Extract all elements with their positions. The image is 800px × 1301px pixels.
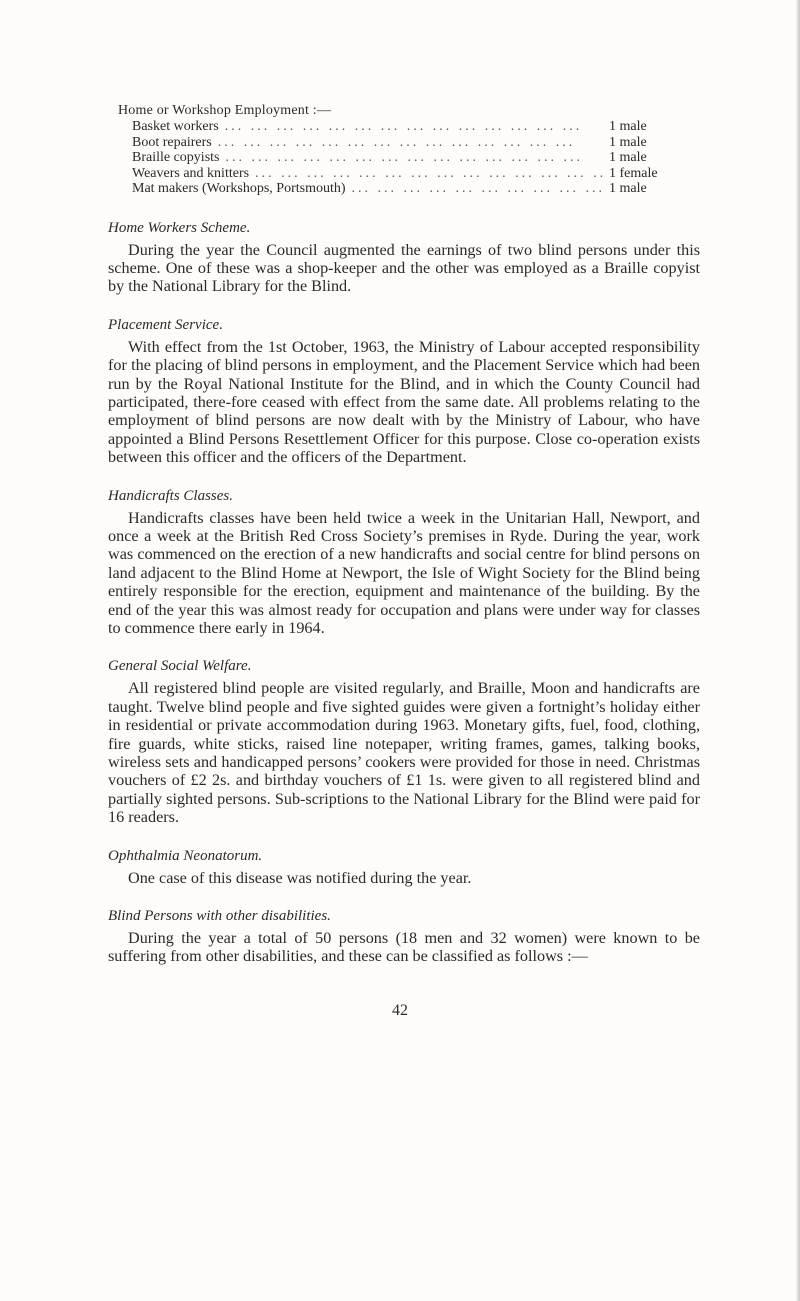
employment-label: Basket workers [132, 119, 219, 134]
section-heading: Handicrafts Classes. [108, 487, 234, 504]
section-heading: Ophthalmia Neonatorum. [108, 847, 263, 864]
employment-list [108, 119, 700, 197]
employment-value: 1 male [609, 150, 647, 165]
section-placement-service [108, 316, 700, 467]
employment-label: Weavers and knitters [132, 165, 250, 181]
leader-dots [218, 135, 603, 151]
document-content [108, 102, 700, 966]
employment-row [132, 166, 667, 182]
section-heading: Placement Service. [108, 316, 223, 333]
section-ophthalmia-neonatorum [108, 847, 700, 887]
employment-label: Boot repairers [132, 134, 212, 150]
section-body: During the year a total of 50 persons (18 men and 32 women) were known to be suffering from other disabilities, and these can be classified as follows :— [108, 929, 700, 966]
employment-row [132, 150, 667, 166]
employment-label: Braille copyists [132, 150, 220, 165]
section-general-social-welfare [108, 657, 700, 826]
section-heading: General Social Welfare. [108, 658, 252, 675]
employment-title: Home or Workshop Employment :— [118, 103, 332, 118]
page-edge [796, 0, 800, 1301]
section-body: Handicrafts classes have been held twice a week in the Unitarian Hall, Newport, and once a week at the British Red Cross Society’s premises in Ryde. During the year, work was commenced on the erection of a new handicrafts and social centre for blind persons on land adjacent to the Blind Home at Newport, the Isle of Wight Society for the Blind being entirely responsible for the erection, equipment and maintenance of the building. By the end of the year this was almost ready for occupation and plans were under way for classes to commence there early in 1964. [108, 508, 700, 637]
section-heading: Home Workers Scheme. [108, 219, 251, 236]
leader-dots [226, 150, 604, 166]
section-body: With effect from the 1st October, 1963, the Ministry of Labour accepted responsibility for the placing of blind persons in employment, and the Placement Service which had been run by the Royal National Institute for the Blind, and in which the County Council had participated, there-fore ceased with effect from the same date. All problems relating to the employment of blind persons are now dealt with by the Ministry of Labour, who have appointed a Blind Persons Resettlement Officer for this purpose. Close co-operation exists between this officer and the officers of the Department. [108, 337, 700, 467]
section-handicrafts-classes [108, 487, 700, 638]
page-number: 42 [392, 1002, 408, 1019]
leader-dots [255, 166, 603, 182]
employment-value: 1 female [609, 165, 658, 181]
employment-value: 1 male [609, 181, 647, 196]
employment-value: 1 male [609, 134, 647, 150]
employment-row [132, 119, 667, 135]
leader-dots [225, 119, 603, 135]
employment-row [132, 181, 667, 197]
section-home-workers-scheme [108, 219, 700, 296]
section-body: During the year the Council augmented the earnings of two blind persons under this scheme. One of these was a shop-keeper and the other was employed as a Braille copyist by the National Library for the Blind. [108, 240, 700, 296]
employment-value: 1 male [609, 119, 647, 134]
section-heading: Blind Persons with other disabilities. [108, 908, 331, 925]
section-body: All registered blind people are visited regularly, and Braille, Moon and handicrafts are taught. Twelve blind people and five sighted guides were given a fortnight’s holiday either in residential or private accommodation during 1963. Monetary gifts, fuel, food, clothing, fire guards, white sticks, raised line notepaper, writing frames, games, talking books, wireless sets and handicapped persons’ cookers were provided for those in need. Christmas vouchers of £2 2s. and birthday vouchers of £1 1s. were given to all registered blind and partially sighted persons. Sub-scriptions to the National Library for the Blind were paid for 16 readers. [108, 679, 700, 827]
section-body: One case of this disease was notified during the year. [128, 868, 472, 887]
leader-dots [352, 181, 603, 197]
section-blind-persons-other-disabilities [108, 907, 700, 966]
employment-label: Mat makers (Workshops, Portsmouth) [132, 181, 346, 196]
employment-row [132, 135, 667, 151]
